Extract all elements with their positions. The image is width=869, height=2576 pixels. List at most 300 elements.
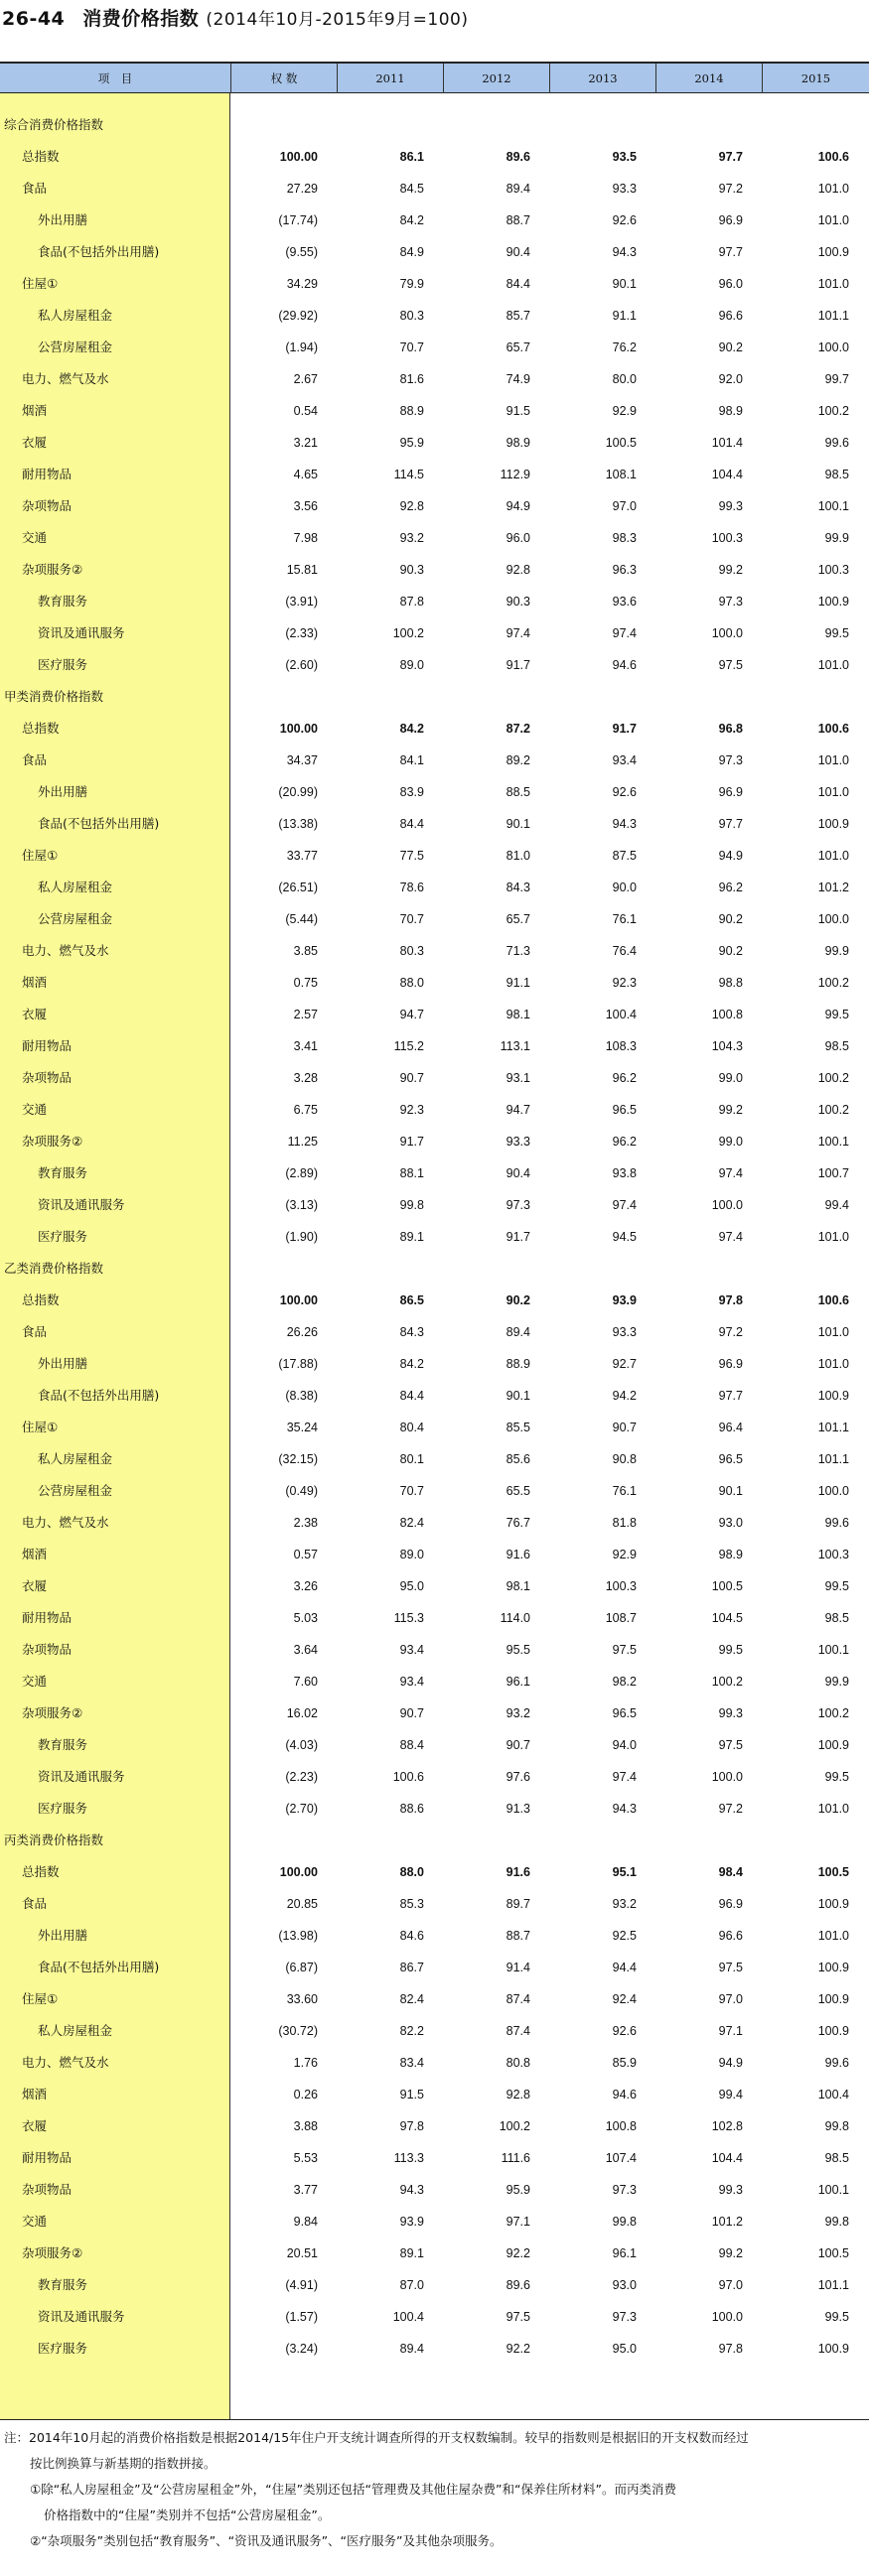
value-cell: 70.7 <box>399 340 424 354</box>
table-row <box>0 1348 869 1380</box>
value-cell: 95.0 <box>399 1579 424 1593</box>
value-cell: 90.7 <box>399 1071 424 1085</box>
value-cell: 99.3 <box>718 1706 743 1720</box>
value-cell: 97.0 <box>718 1992 743 2006</box>
table-row <box>0 1539 869 1570</box>
value-cell: 101.1 <box>817 309 849 323</box>
table-row <box>0 2142 869 2174</box>
value-cell: 84.1 <box>399 753 424 767</box>
value-cell: 98.9 <box>718 1548 743 1561</box>
row-label: 甲类消费价格指数 <box>4 689 104 704</box>
value-cell: 80.3 <box>399 309 424 323</box>
value-cell: 88.6 <box>399 1802 424 1816</box>
value-cell: 100.9 <box>817 595 849 609</box>
value-cell: 77.5 <box>399 849 424 863</box>
table-row <box>0 1920 869 1952</box>
value-cell: 95.9 <box>506 2183 530 2197</box>
row-label: 教育服务 <box>38 1737 88 1752</box>
value-cell: 98.1 <box>506 1579 530 1593</box>
weight-cell: (32.15) <box>278 1452 318 1466</box>
value-cell: 96.2 <box>612 1135 637 1149</box>
table-row <box>0 1443 869 1475</box>
row-label: 食品 <box>22 1896 48 1911</box>
header-2013: 2013 <box>549 64 655 93</box>
value-cell: 94.3 <box>399 2183 424 2197</box>
value-cell: 80.1 <box>399 1452 424 1466</box>
table-row <box>0 490 869 522</box>
value-cell: 98.4 <box>718 1865 743 1879</box>
value-cell: 100.2 <box>817 404 849 418</box>
value-cell: 92.5 <box>612 1929 637 1943</box>
weight-cell: (3.24) <box>285 2342 318 2356</box>
value-cell: 95.1 <box>612 1865 637 1879</box>
value-cell: 84.4 <box>399 817 424 831</box>
value-cell: 90.2 <box>506 1293 530 1307</box>
row-label: 杂项物品 <box>22 2182 72 2197</box>
value-cell: 88.7 <box>506 213 530 227</box>
weight-cell: 15.81 <box>286 563 318 577</box>
row-label: 私人房屋租金 <box>38 308 113 323</box>
weight-cell: 3.64 <box>293 1643 318 1657</box>
value-cell: 99.3 <box>718 2183 743 2197</box>
value-cell: 65.5 <box>506 1484 530 1498</box>
weight-cell: 35.24 <box>286 1421 318 1434</box>
table-row <box>0 204 869 236</box>
value-cell: 100.6 <box>817 150 849 164</box>
row-label: 耐用物品 <box>22 1610 72 1625</box>
value-cell: 86.5 <box>399 1293 424 1307</box>
weight-cell: (1.94) <box>285 340 318 354</box>
row-label: 综合消费价格指数 <box>4 117 104 132</box>
row-label: 外出用膳 <box>38 212 88 227</box>
weight-cell: (2.89) <box>285 1166 318 1180</box>
value-cell: 87.8 <box>399 595 424 609</box>
value-cell: 93.9 <box>612 1293 637 1307</box>
weight-cell: 5.03 <box>293 1611 318 1625</box>
value-cell: 84.4 <box>399 1389 424 1403</box>
value-cell: 92.3 <box>612 976 637 990</box>
value-cell: 89.4 <box>399 2342 424 2356</box>
value-cell: 90.4 <box>506 245 530 259</box>
value-cell: 88.7 <box>506 1929 530 1943</box>
value-cell: 99.8 <box>612 2215 637 2229</box>
value-cell: 84.3 <box>399 1325 424 1339</box>
value-cell: 97.4 <box>718 1166 743 1180</box>
weight-cell: (1.90) <box>285 1230 318 1244</box>
row-label: 烟酒 <box>22 975 48 990</box>
value-cell: 100.2 <box>817 1103 849 1117</box>
value-cell: 97.3 <box>612 2310 637 2324</box>
value-cell: 96.5 <box>612 1103 637 1117</box>
value-cell: 100.2 <box>499 2119 530 2133</box>
value-cell: 99.6 <box>824 2056 849 2070</box>
weight-cell: 34.37 <box>286 753 318 767</box>
weight-cell: 3.21 <box>293 436 318 450</box>
value-cell: 97.7 <box>718 1389 743 1403</box>
row-label: 电力、燃气及水 <box>22 943 109 958</box>
value-cell: 88.0 <box>399 976 424 990</box>
value-cell: 86.7 <box>399 1961 424 1974</box>
row-label: 外出用膳 <box>38 1928 88 1943</box>
table-row <box>0 808 869 840</box>
value-cell: 91.6 <box>506 1865 530 1879</box>
value-cell: 94.4 <box>612 1961 637 1974</box>
value-cell: 100.0 <box>711 626 743 640</box>
value-cell: 94.6 <box>612 658 637 672</box>
weight-cell: 2.38 <box>293 1516 318 1530</box>
value-cell: 85.3 <box>399 1897 424 1911</box>
value-cell: 90.3 <box>399 563 424 577</box>
value-cell: 101.2 <box>711 2215 743 2229</box>
value-cell: 93.4 <box>399 1675 424 1689</box>
value-cell: 92.9 <box>612 1548 637 1561</box>
table-row <box>0 776 869 808</box>
footnote-line: 按比例换算与新基期的指数拼接。 <box>30 2456 217 2471</box>
table-row <box>0 1030 869 1062</box>
section-header-row <box>0 1825 869 1856</box>
table-row <box>0 2079 869 2110</box>
weight-cell: (4.03) <box>285 1738 318 1752</box>
value-cell: 96.1 <box>612 2246 637 2260</box>
value-cell: 100.3 <box>605 1579 637 1593</box>
row-label: 总指数 <box>22 1864 60 1879</box>
value-cell: 70.7 <box>399 912 424 926</box>
table-row <box>0 1697 869 1729</box>
value-cell: 100.4 <box>817 2088 849 2101</box>
value-cell: 96.5 <box>612 1706 637 1720</box>
weight-cell: 3.77 <box>293 2183 318 2197</box>
table-row <box>0 522 869 554</box>
row-label: 教育服务 <box>38 594 88 609</box>
value-cell: 91.6 <box>506 1548 530 1561</box>
value-cell: 97.5 <box>718 1961 743 1974</box>
row-label: 外出用膳 <box>38 784 88 799</box>
value-cell: 97.7 <box>718 150 743 164</box>
value-cell: 97.8 <box>718 2342 743 2356</box>
value-cell: 97.3 <box>506 1198 530 1212</box>
value-cell: 91.7 <box>506 1230 530 1244</box>
value-cell: 87.4 <box>506 1992 530 2006</box>
value-cell: 99.5 <box>718 1643 743 1657</box>
value-cell: 84.5 <box>399 182 424 196</box>
value-cell: 100.1 <box>817 2183 849 2197</box>
row-label: 烟酒 <box>22 2087 48 2101</box>
value-cell: 93.2 <box>612 1897 637 1911</box>
value-cell: 99.5 <box>824 626 849 640</box>
value-cell: 86.1 <box>399 150 424 164</box>
value-cell: 97.0 <box>718 2278 743 2292</box>
value-cell: 74.9 <box>506 372 530 386</box>
value-cell: 92.9 <box>612 404 637 418</box>
value-cell: 100.2 <box>817 976 849 990</box>
table-number: 26-44 <box>2 8 66 30</box>
value-cell: 99.9 <box>824 1675 849 1689</box>
row-label: 衣履 <box>22 1007 48 1021</box>
value-cell: 88.9 <box>399 404 424 418</box>
value-cell: 93.3 <box>506 1135 530 1149</box>
value-cell: 91.7 <box>399 1135 424 1149</box>
value-cell: 97.3 <box>718 595 743 609</box>
value-cell: 100.4 <box>605 1008 637 1021</box>
value-cell: 104.4 <box>711 468 743 481</box>
row-label: 资讯及通讯服务 <box>38 1197 125 1212</box>
value-cell: 99.5 <box>824 1770 849 1784</box>
row-label: 总指数 <box>22 721 60 736</box>
value-cell: 97.4 <box>718 1230 743 1244</box>
table-row <box>0 1570 869 1602</box>
table-row <box>0 999 869 1030</box>
row-label: 杂项物品 <box>22 1070 72 1085</box>
table-row <box>0 903 869 935</box>
value-cell: 96.5 <box>718 1452 743 1466</box>
value-cell: 98.8 <box>718 976 743 990</box>
value-cell: 93.4 <box>399 1643 424 1657</box>
table-row <box>0 2206 869 2237</box>
value-cell: 92.8 <box>506 563 530 577</box>
value-cell: 79.9 <box>399 277 424 291</box>
value-cell: 100.8 <box>711 1008 743 1021</box>
weight-cell: 27.29 <box>286 182 318 196</box>
value-cell: 84.2 <box>399 1357 424 1371</box>
weight-cell: 16.02 <box>286 1706 318 1720</box>
weight-cell: 100.00 <box>279 722 318 736</box>
value-cell: 94.0 <box>612 1738 637 1752</box>
value-cell: 96.2 <box>718 881 743 894</box>
value-cell: 76.1 <box>612 1484 637 1498</box>
value-cell: 89.0 <box>399 1548 424 1561</box>
section-header-row <box>0 681 869 713</box>
footnote-line: 注：2014年10月起的消费价格指数是根据2014/15年住户开支统计调查所得的开支权数编制。较早的指数则是根据旧的开支权数而经过 <box>4 2430 749 2445</box>
value-cell: 100.2 <box>711 1675 743 1689</box>
value-cell: 100.5 <box>817 2246 849 2260</box>
table-row <box>0 2333 869 2365</box>
table-row <box>0 1285 869 1316</box>
value-cell: 114.0 <box>500 1611 530 1625</box>
row-label: 杂项服务② <box>22 1134 83 1149</box>
value-cell: 76.2 <box>612 340 637 354</box>
row-label: 电力、燃气及水 <box>22 1515 109 1530</box>
value-cell: 96.6 <box>718 309 743 323</box>
value-cell: 88.4 <box>399 1738 424 1752</box>
row-label: 耐用物品 <box>22 467 72 481</box>
row-label: 公营房屋租金 <box>38 339 113 354</box>
value-cell: 80.3 <box>399 944 424 958</box>
weight-cell: (5.44) <box>285 912 318 926</box>
value-cell: 101.4 <box>711 436 743 450</box>
value-cell: 100.3 <box>817 563 849 577</box>
row-label: 医疗服务 <box>38 2341 88 2356</box>
value-cell: 96.0 <box>506 531 530 545</box>
value-cell: 95.9 <box>399 436 424 450</box>
value-cell: 84.2 <box>399 213 424 227</box>
value-cell: 97.8 <box>718 1293 743 1307</box>
row-label: 资讯及通讯服务 <box>38 2309 125 2324</box>
weight-cell: (20.99) <box>278 785 318 799</box>
value-cell: 84.4 <box>506 277 530 291</box>
value-cell: 91.3 <box>506 1802 530 1816</box>
row-label: 住屋① <box>22 848 59 863</box>
row-label: 杂项服务② <box>22 1705 83 1720</box>
value-cell: 87.4 <box>506 2024 530 2038</box>
value-cell: 92.6 <box>612 785 637 799</box>
value-cell: 101.0 <box>817 849 849 863</box>
weight-cell: 6.75 <box>293 1103 318 1117</box>
table-row <box>0 1157 869 1189</box>
value-cell: 94.7 <box>506 1103 530 1117</box>
row-label: 耐用物品 <box>22 2150 72 2165</box>
footnote-line: ②“杂项服务”类别包括“教育服务”、“资讯及通讯服务”、“医疗服务”及其他杂项服务。 <box>30 2533 503 2548</box>
value-cell: 89.2 <box>506 753 530 767</box>
value-cell: 85.6 <box>506 1452 530 1466</box>
value-cell: 98.5 <box>824 1611 849 1625</box>
weight-cell: 0.54 <box>293 404 318 418</box>
value-cell: 92.2 <box>506 2246 530 2260</box>
value-cell: 97.0 <box>612 499 637 513</box>
value-cell: 90.1 <box>506 1389 530 1403</box>
row-label: 食品(不包括外出用膳) <box>38 1388 160 1403</box>
value-cell: 100.0 <box>711 2310 743 2324</box>
value-cell: 97.4 <box>612 1198 637 1212</box>
table-row <box>0 1952 869 1983</box>
table-title: 消费价格指数 <box>82 8 200 30</box>
weight-cell: (6.87) <box>285 1961 318 1974</box>
value-cell: 97.3 <box>612 2183 637 2197</box>
value-cell: 99.4 <box>718 2088 743 2101</box>
value-cell: 108.1 <box>605 468 637 481</box>
table-row <box>0 459 869 490</box>
table-row <box>0 935 869 967</box>
weight-cell: (9.55) <box>285 245 318 259</box>
value-cell: 111.6 <box>501 2151 530 2165</box>
weight-cell: 33.77 <box>286 849 318 863</box>
value-cell: 101.0 <box>817 182 849 196</box>
value-cell: 99.3 <box>718 499 743 513</box>
value-cell: 100.0 <box>711 1198 743 1212</box>
value-cell: 98.5 <box>824 1039 849 1053</box>
table-row <box>0 2015 869 2047</box>
value-cell: 115.3 <box>393 1611 424 1625</box>
value-cell: 104.4 <box>711 2151 743 2165</box>
weight-cell: 34.29 <box>286 277 318 291</box>
value-cell: 94.3 <box>612 245 637 259</box>
row-label: 公营房屋租金 <box>38 1483 113 1498</box>
weight-cell: (17.74) <box>278 213 318 227</box>
table-row <box>0 1729 869 1761</box>
value-cell: 85.7 <box>506 309 530 323</box>
cpi-table <box>0 62 869 2420</box>
weight-cell: (1.57) <box>285 2310 318 2324</box>
value-cell: 89.7 <box>506 1897 530 1911</box>
value-cell: 99.5 <box>824 2310 849 2324</box>
value-cell: 97.7 <box>718 245 743 259</box>
table-row <box>0 2047 869 2079</box>
value-cell: 100.4 <box>392 2310 424 2324</box>
value-cell: 99.6 <box>824 1516 849 1530</box>
value-cell: 90.0 <box>612 881 637 894</box>
value-cell: 97.7 <box>718 817 743 831</box>
table-row <box>0 268 869 300</box>
value-cell: 91.4 <box>506 1961 530 1974</box>
section-header-row <box>0 109 869 141</box>
value-cell: 87.0 <box>399 2278 424 2292</box>
value-cell: 90.2 <box>718 912 743 926</box>
value-cell: 100.6 <box>392 1770 424 1784</box>
value-cell: 92.6 <box>612 213 637 227</box>
value-cell: 97.1 <box>718 2024 743 2038</box>
value-cell: 89.6 <box>506 150 530 164</box>
table-row <box>0 1634 869 1666</box>
value-cell: 99.2 <box>718 1103 743 1117</box>
value-cell: 101.1 <box>817 1421 849 1434</box>
page-title <box>2 4 469 31</box>
value-cell: 112.9 <box>500 468 530 481</box>
section-header-row <box>0 1253 869 1285</box>
value-cell: 89.1 <box>399 1230 424 1244</box>
table-row <box>0 872 869 903</box>
row-label: 医疗服务 <box>38 1229 88 1244</box>
row-label: 食品(不包括外出用膳) <box>38 816 160 831</box>
row-label: 总指数 <box>22 1292 60 1307</box>
value-cell: 88.5 <box>506 785 530 799</box>
row-label: 交通 <box>22 2214 48 2229</box>
value-cell: 92.0 <box>718 372 743 386</box>
value-cell: 88.0 <box>399 1865 424 1879</box>
value-cell: 98.2 <box>612 1675 637 1689</box>
value-cell: 97.6 <box>506 1770 530 1784</box>
header-2012: 2012 <box>443 64 549 93</box>
table-row <box>0 617 869 649</box>
table-row <box>0 840 869 872</box>
weight-cell: 3.26 <box>293 1579 318 1593</box>
weight-cell: (2.60) <box>285 658 318 672</box>
table-row <box>0 554 869 586</box>
value-cell: 93.5 <box>612 150 637 164</box>
value-cell: 85.5 <box>506 1421 530 1434</box>
weight-cell: 2.57 <box>293 1008 318 1021</box>
value-cell: 99.9 <box>824 944 849 958</box>
value-cell: 96.1 <box>506 1675 530 1689</box>
weight-cell: (13.38) <box>278 817 318 831</box>
row-label: 电力、燃气及水 <box>22 2055 109 2070</box>
value-cell: 90.8 <box>612 1452 637 1466</box>
value-cell: 100.5 <box>605 436 637 450</box>
row-label: 私人房屋租金 <box>38 880 113 894</box>
weight-cell: 1.76 <box>293 2056 318 2070</box>
table-row <box>0 1380 869 1412</box>
value-cell: 90.1 <box>612 277 637 291</box>
table-row <box>0 649 869 681</box>
table-row <box>0 1221 869 1253</box>
value-cell: 83.9 <box>399 785 424 799</box>
value-cell: 93.0 <box>718 1516 743 1530</box>
value-cell: 100.8 <box>605 2119 637 2133</box>
value-cell: 100.3 <box>817 1548 849 1561</box>
row-label: 医疗服务 <box>38 657 88 672</box>
value-cell: 99.8 <box>399 1198 424 1212</box>
table-row <box>0 713 869 745</box>
value-cell: 91.7 <box>612 722 637 736</box>
weight-cell: 3.41 <box>293 1039 318 1053</box>
value-cell: 97.8 <box>399 2119 424 2133</box>
row-label: 衣履 <box>22 1578 48 1593</box>
value-cell: 94.3 <box>612 817 637 831</box>
value-cell: 82.2 <box>399 2024 424 2038</box>
weight-cell: 4.65 <box>293 468 318 481</box>
value-cell: 83.4 <box>399 2056 424 2070</box>
value-cell: 93.6 <box>612 595 637 609</box>
table-row <box>0 2269 869 2301</box>
value-cell: 90.7 <box>612 1421 637 1434</box>
